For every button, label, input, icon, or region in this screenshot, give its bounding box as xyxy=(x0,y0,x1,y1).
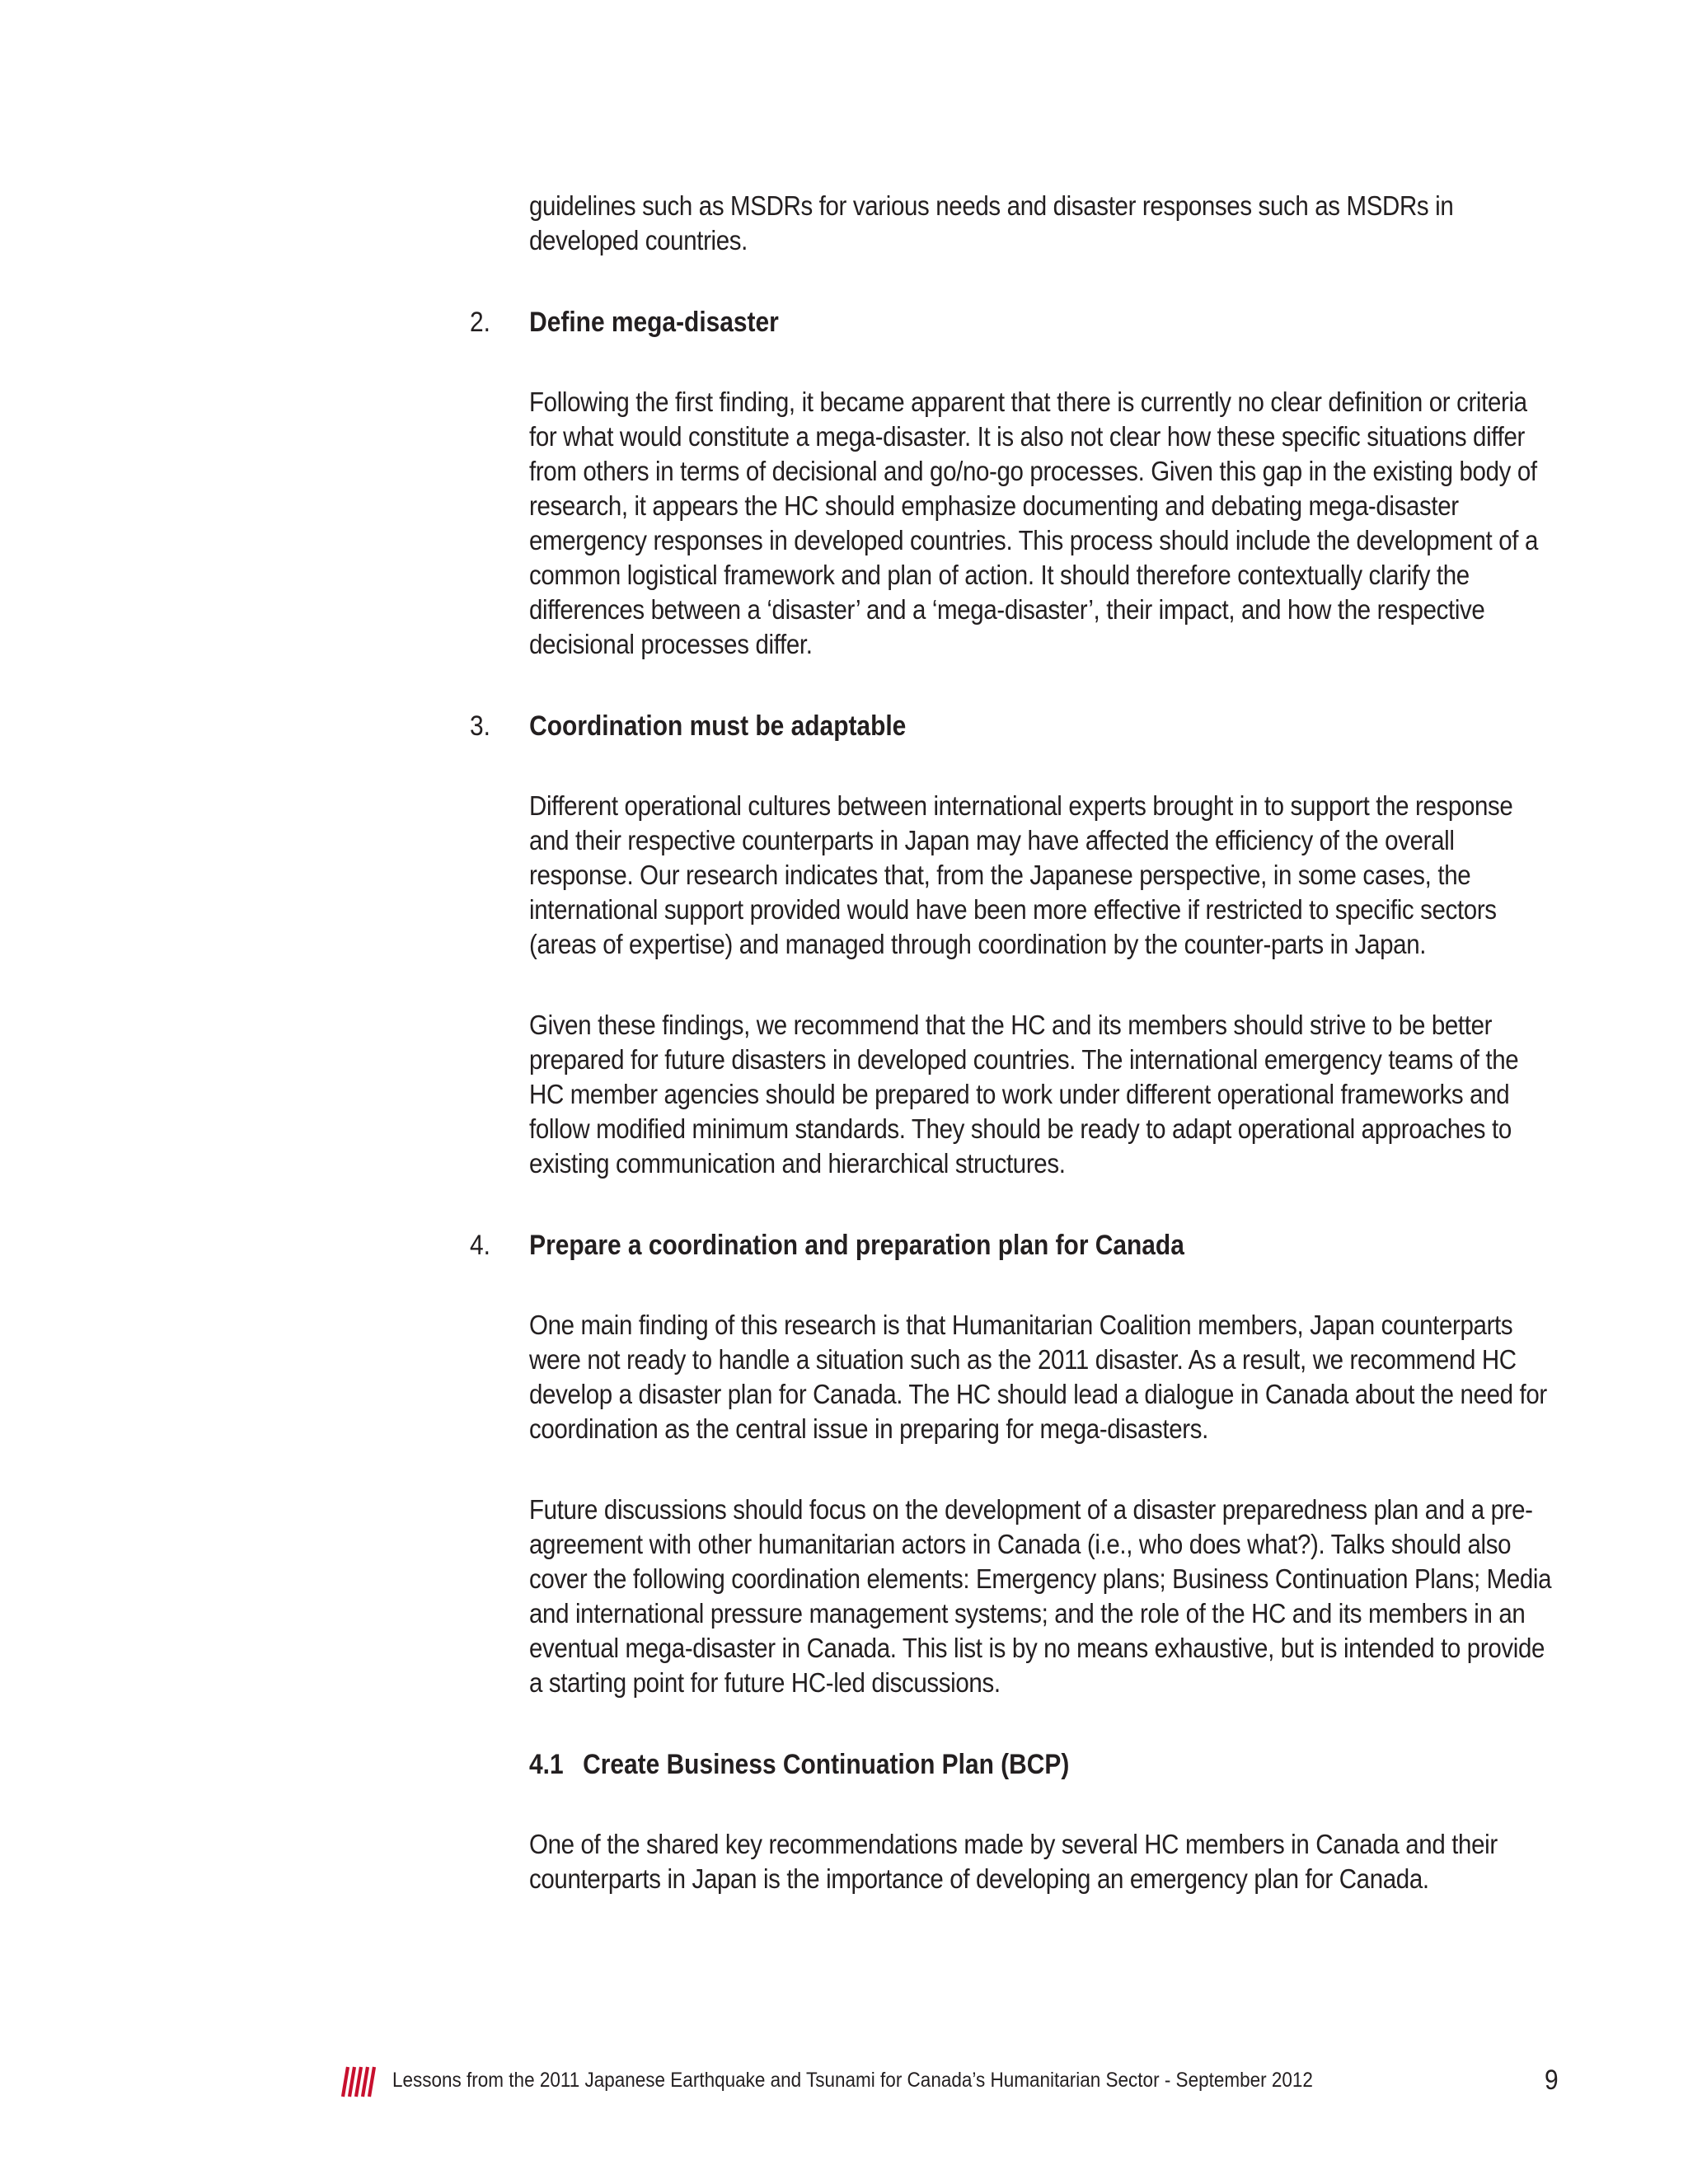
section-paragraph: Future discussions should focus on the development of a disaster preparedness plan and a pre-agreement with other humanitarian actors in Canada (i.e., who does what?). Talks should also cover the following coordination elements: Emergency plans; Business Continuation Plans; Media and international pressure management systems; and the role of the HC and its members in an eventual mega-disaster in Canada. This list is by no means exhaustive, but is intended to provide a starting point for future HC-led discussions. xyxy=(529,1495,1552,1699)
section-heading-coordination-plan-canada xyxy=(470,1228,1558,1263)
section-heading-define-mega-disaster xyxy=(470,305,1558,340)
section-heading-coordination-adaptable xyxy=(470,709,1558,743)
intro-paragraph: guidelines such as MSDRs for various needs and disaster responses such as MSDRs in developed countries. xyxy=(529,191,1454,256)
section-paragraph: Different operational cultures between international experts brought in to support the response and their respective counterparts in Japan may have affected the efficiency of the overall response. Our research indicates that, from the Japanese perspective, in some cases, the international support provided would have been more effective if restricted to specific sectors (areas of expertise) and managed through coordination by the counter-parts in Japan. xyxy=(529,791,1513,960)
footer-title: Lessons from the 2011 Japanese Earthquake and Tsunami for Canada’s Humanitarian Sector - September 2012 xyxy=(392,2069,1313,2092)
section-number: 2. xyxy=(470,307,490,338)
subsection-paragraph: One of the shared key recommendations made by several HC members in Canada and their counterparts in Japan is the importance of developing an emergency plan for Canada. xyxy=(529,1830,1498,1895)
section-number: 4. xyxy=(470,1230,490,1261)
section-title: Define mega-disaster xyxy=(529,307,779,338)
page-body xyxy=(470,190,1599,1943)
red-slash-bars-icon xyxy=(341,2065,377,2098)
section-paragraph: One main finding of this research is that Humanitarian Coalition members, Japan counterparts were not ready to handle a situation such as the 2011 disaster. As a result, we recommend HC develop a disaster plan for Canada. The HC should lead a dialogue in Canada about the need for coordination as the central issue in preparing for mega-disasters. xyxy=(529,1310,1547,1445)
section-paragraph: Given these findings, we recommend that the HC and its members should strive to be better prepared for future disasters in developed countries. The international emergency teams of the HC member agencies should be prepared to work under different operational frameworks and follow modified minimum standards. They should be ready to adapt operational approaches to existing communication and hierarchical structures. xyxy=(529,1010,1519,1179)
section-paragraph: Following the first finding, it became apparent that there is currently no clear definition or criteria for what would constitute a mega-disaster. It is also not clear how these specific situations differ from others in terms of decisional and go/no-go processes. Given this gap in the existing body of research, it appears the HC should emphasize documenting and debating mega-disaster emergency responses in developed countries. This process should include the development of a common logistical framework and plan of action. It should therefore contextually clarify the differences between a ‘disaster’ and a ‘mega-disaster’, their impact, and how the respective decisional processes differ. xyxy=(529,387,1539,660)
subsection-heading-bcp xyxy=(529,1747,1545,1782)
page-number: 9 xyxy=(1545,2064,1559,2096)
page-footer xyxy=(341,2060,1578,2110)
subsection-number: 4.1 xyxy=(529,1749,564,1780)
section-title: Coordination must be adaptable xyxy=(529,710,907,742)
section-number: 3. xyxy=(470,710,490,742)
section-title: Prepare a coordination and preparation plan for Canada xyxy=(529,1230,1184,1261)
subsection-title: Create Business Continuation Plan (BCP) xyxy=(583,1749,1070,1780)
